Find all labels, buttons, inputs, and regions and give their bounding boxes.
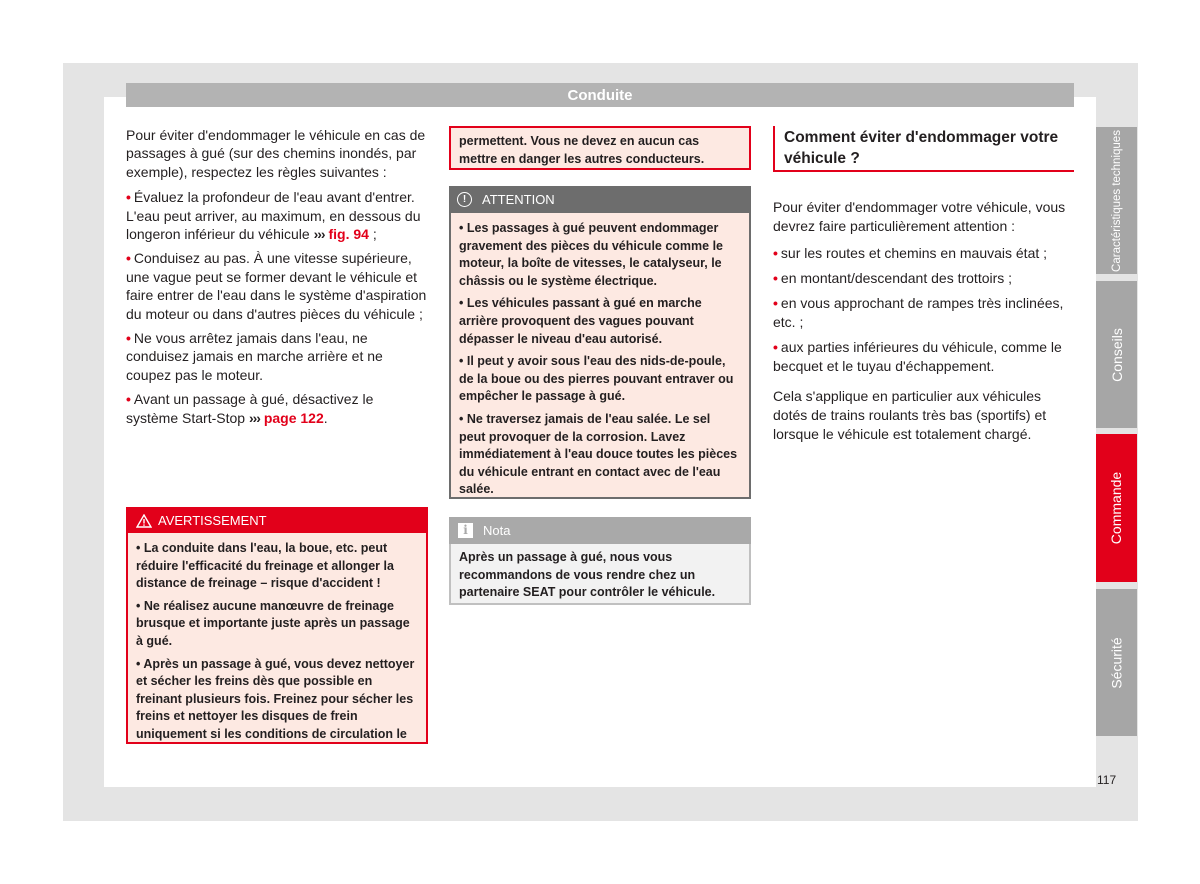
right-column (773, 198, 1073, 452)
warning-box (126, 507, 428, 744)
side-tab-conseils[interactable]: Conseils (1096, 281, 1137, 428)
left-intro: Pour éviter d'endommager le véhicule en cas de passages à gué (sur des chemins inondés, par exemple), respectez les règles suivantes : (126, 127, 426, 180)
list-item: • Les passages à gué peuvent endommager gravement des pièces du véhicule comme le moteur, la boîte de vitesses, le catalyseur, le châssis ou le système électrique. (459, 221, 724, 288)
side-tab-caracteristiques-techniques[interactable]: Caractéristiques techniques (1096, 127, 1137, 274)
bullet-icon: • (459, 296, 464, 311)
list-item: • Après un passage à gué, vous devez nettoyer et sécher les freins dès que possible en freinant plusieurs fois. Freinez pour sécher les freins et nettoyer les disques de frein uniquement si les conditions de circulation le (136, 656, 415, 741)
warning-continuation-text: permettent. Vous ne devez en aucun cas mettre en danger les autres conducteurs. (459, 134, 705, 166)
bullet-icon: • (126, 189, 131, 206)
attention-box (449, 186, 751, 499)
list-item: • Les véhicules passant à gué en marche arrière provoquent des vagues pouvant dépasser le niveau d'eau autorisé. (459, 296, 702, 346)
left-column (126, 126, 428, 433)
list-item: • La conduite dans l'eau, la boue, etc. peut réduire l'efficacité du freinage et allonger la distance de freinage – risque d'accident ! (136, 541, 394, 591)
bullet-icon: • (459, 221, 464, 235)
bullet-icon: • (126, 250, 131, 267)
note-header (449, 517, 751, 544)
right-outro: Cela s'applique en particulier aux véhicules dotés de trains roulants très bas (sportifs) et lorsque le véhicule est totalement chargé. (773, 388, 1047, 442)
bullet-icon: • (136, 656, 141, 671)
info-icon: i (458, 523, 473, 538)
list-item: • Ne vous arrêtez jamais dans l'eau, ne conduisez jamais en marche arrière et ne coupez pas le moteur. (126, 330, 383, 383)
list-item: • en vous approchant de rampes très inclinées, etc. ; (773, 295, 1064, 330)
bullet-icon: • (136, 541, 141, 555)
side-tab-commande[interactable]: Commande (1096, 434, 1137, 582)
note-title: Nota (483, 523, 511, 538)
list-item: • sur les routes et chemins en mauvais état ; (773, 245, 1048, 261)
side-tab-securite[interactable]: Sécurité (1096, 589, 1137, 736)
list-item: • Évaluez la profondeur de l'eau avant d'entrer. L'eau peut arriver, au maximum, en dessous du longeron inférieur du véhicule ››› fig. 94 ; (126, 189, 421, 243)
warning-title: AVERTISSEMENT (158, 513, 267, 528)
warning-header (128, 509, 426, 533)
right-intro: Pour éviter d'endommager votre véhicule, vous devrez faire particulièrement attention : (773, 199, 1066, 234)
bullet-icon: • (773, 270, 778, 286)
list-item: • Conduisez au pas. À une vitesse supérieure, une vague peut se former devant le véhicule et faire entrer de l'eau dans le système d'aspiration du moteur ou dans d'autres pièces du véhicule ; (126, 250, 427, 322)
note-body: Après un passage à gué, nous vous recommandons de vous rendre chez un partenaire SEAT pour contrôler le véhicule. (459, 550, 716, 600)
list-item: • Ne réalisez aucune manœuvre de freinage brusque et importante juste après un passage à gué. (136, 598, 410, 648)
note-box (449, 517, 751, 605)
page-number: 117 (1097, 773, 1117, 787)
list-item: • Il peut y avoir sous l'eau des nids-de-poule, de la boue ou des pierres pouvant entraver ou empêcher le passage à gué. (459, 354, 734, 404)
exclamation-circle-icon: ! (457, 192, 472, 207)
section-header: Conduite (126, 83, 1074, 107)
bullet-icon: • (773, 295, 778, 311)
bullet-icon: • (459, 411, 464, 426)
attention-title: ATTENTION (482, 192, 555, 207)
section-heading: Comment éviter d'endommager votre véhicule ? (773, 126, 1074, 172)
figure-reference-link[interactable]: fig. 94 (328, 226, 369, 243)
bullet-icon: • (136, 598, 141, 613)
bullet-icon: • (126, 330, 131, 347)
warning-continuation-box (449, 126, 751, 170)
bullet-icon: • (459, 354, 464, 369)
warning-triangle-icon (136, 514, 152, 528)
attention-body (451, 213, 749, 508)
page-reference-link[interactable]: page 122 (263, 409, 324, 426)
list-item: • Avant un passage à gué, désactivez le système Start-Stop ››› page 122. (126, 391, 374, 426)
reference-arrow-icon: ››› (313, 226, 325, 243)
bullet-icon: • (126, 391, 131, 408)
warning-body (128, 533, 426, 744)
list-item: • en montant/descendant des trottoirs ; (773, 270, 1013, 286)
bullet-icon: • (773, 245, 778, 261)
reference-arrow-icon: ››› (248, 409, 260, 426)
list-item: • aux parties inférieures du véhicule, comme le becquet et le tuyau d'échappement. (773, 339, 1062, 374)
attention-header (449, 186, 751, 213)
bullet-icon: • (773, 339, 778, 355)
list-item: • Ne traversez jamais de l'eau salée. Le sel peut provoquer de la corrosion. Lavez immédiatement à l'eau douce toutes les pièces du véhicule entrant en contact avec de l'eau salée. (459, 411, 738, 497)
